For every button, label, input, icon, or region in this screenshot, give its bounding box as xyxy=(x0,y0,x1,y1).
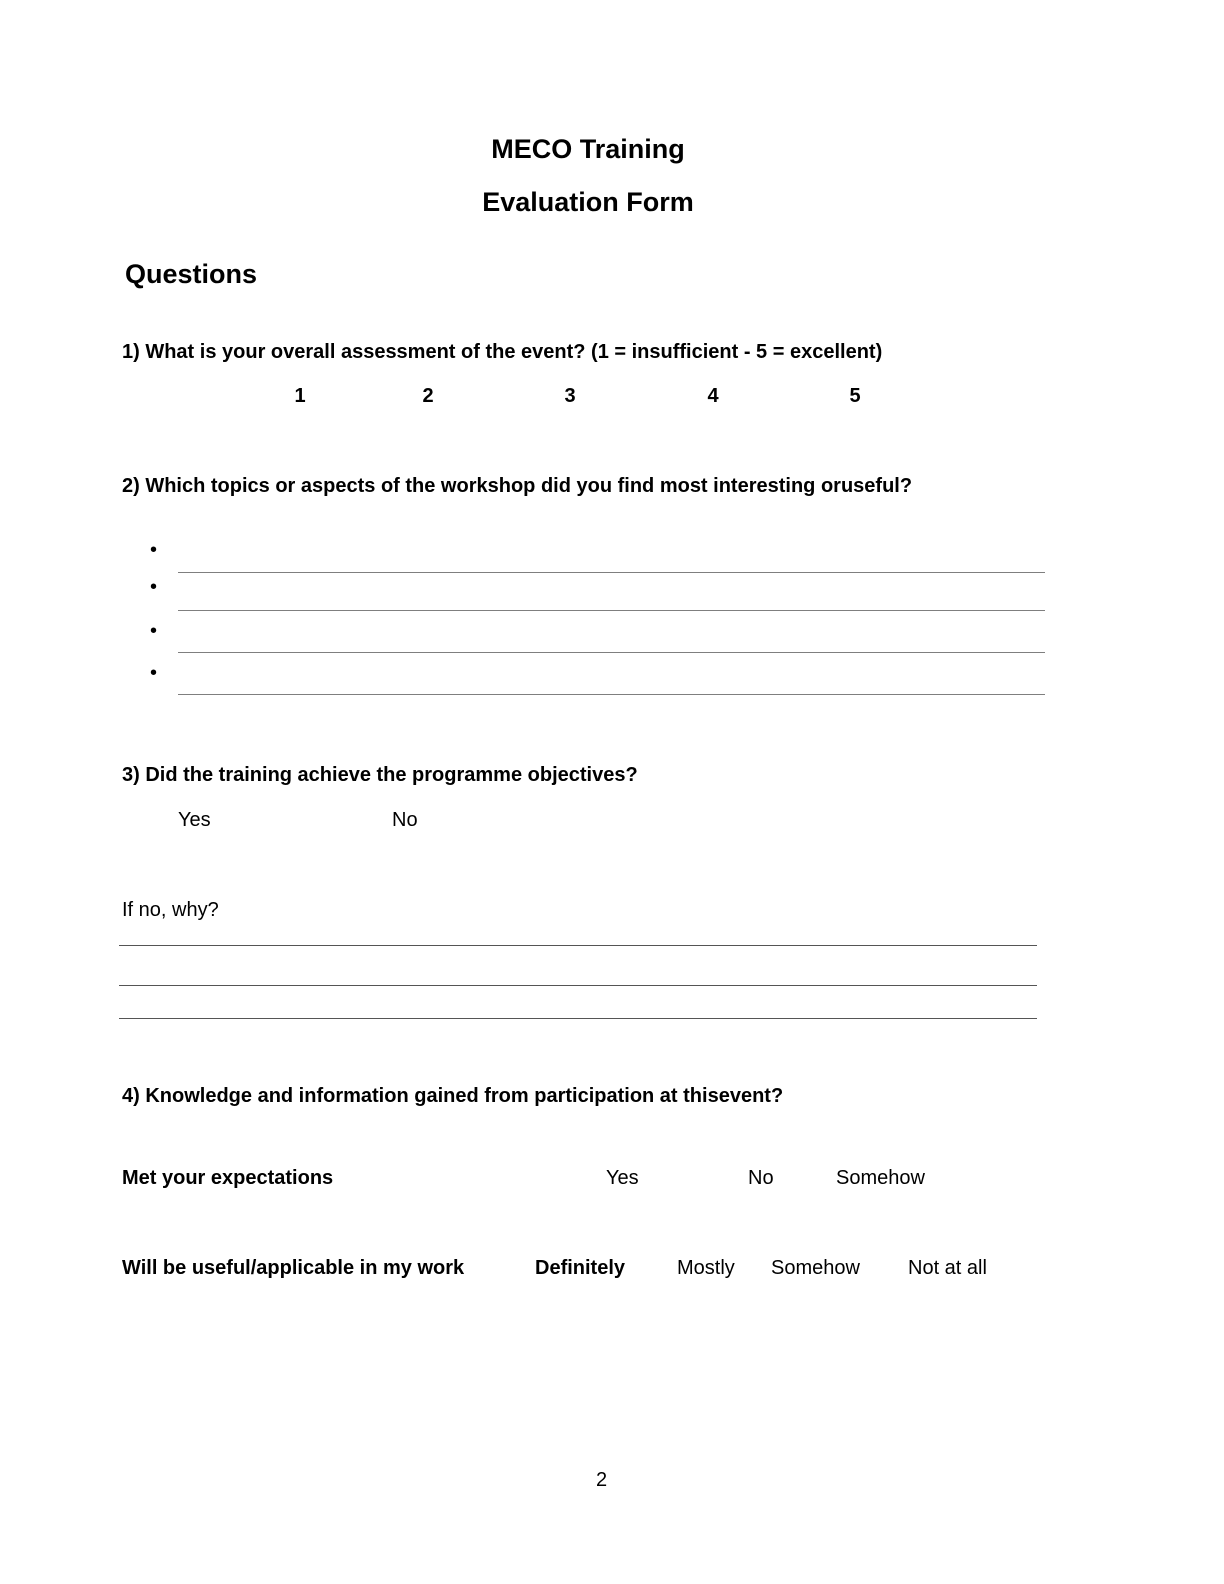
if-no-why-label: If no, why? xyxy=(122,899,219,921)
answer-line[interactable] xyxy=(178,652,1045,653)
option-somehow[interactable]: Somehow xyxy=(836,1167,925,1189)
form-title: MECO Training xyxy=(491,134,685,164)
rating-option-2[interactable]: 2 xyxy=(422,385,434,407)
rating-option-5[interactable]: 5 xyxy=(849,385,861,407)
rating-option-3[interactable]: 3 xyxy=(564,385,576,407)
option-yes[interactable]: Yes xyxy=(606,1167,639,1189)
rating-option-1[interactable]: 1 xyxy=(294,385,306,407)
answer-line[interactable] xyxy=(119,985,1037,986)
answer-line[interactable] xyxy=(178,610,1045,611)
question-1: 1) What is your overall assessment of the event? (1 = insufficient - 5 = excellent) xyxy=(122,341,883,363)
question-2: 2) Which topics or aspects of the workshop did you find most interesting oruseful? xyxy=(122,475,913,497)
option-somehow[interactable]: Somehow xyxy=(771,1257,860,1279)
form-subtitle: Evaluation Form xyxy=(482,187,694,217)
bullet-point: • xyxy=(150,539,158,561)
bullet-point: • xyxy=(150,620,158,642)
question-3: 3) Did the training achieve the programme objectives? xyxy=(122,764,638,786)
option-no[interactable]: No xyxy=(748,1167,774,1189)
option-mostly[interactable]: Mostly xyxy=(677,1257,735,1279)
option-no[interactable]: No xyxy=(392,809,418,831)
option-definitely[interactable]: Definitely xyxy=(535,1257,626,1279)
option-not-at-all[interactable]: Not at all xyxy=(908,1257,987,1279)
answer-line[interactable] xyxy=(178,572,1045,573)
option-yes[interactable]: Yes xyxy=(178,809,211,831)
rating-option-4[interactable]: 4 xyxy=(707,385,719,407)
answer-line[interactable] xyxy=(178,694,1045,695)
question-4: 4) Knowledge and information gained from participation at thisevent? xyxy=(122,1085,784,1107)
questions-heading: Questions xyxy=(125,259,258,289)
bullet-point: • xyxy=(150,576,158,598)
usefulness-label: Will be useful/applicable in my work xyxy=(122,1257,465,1279)
expectations-label: Met your expectations xyxy=(122,1167,334,1189)
page-number: 2 xyxy=(596,1469,608,1491)
answer-line[interactable] xyxy=(119,1018,1037,1019)
answer-line[interactable] xyxy=(119,945,1037,946)
bullet-point: • xyxy=(150,662,158,684)
